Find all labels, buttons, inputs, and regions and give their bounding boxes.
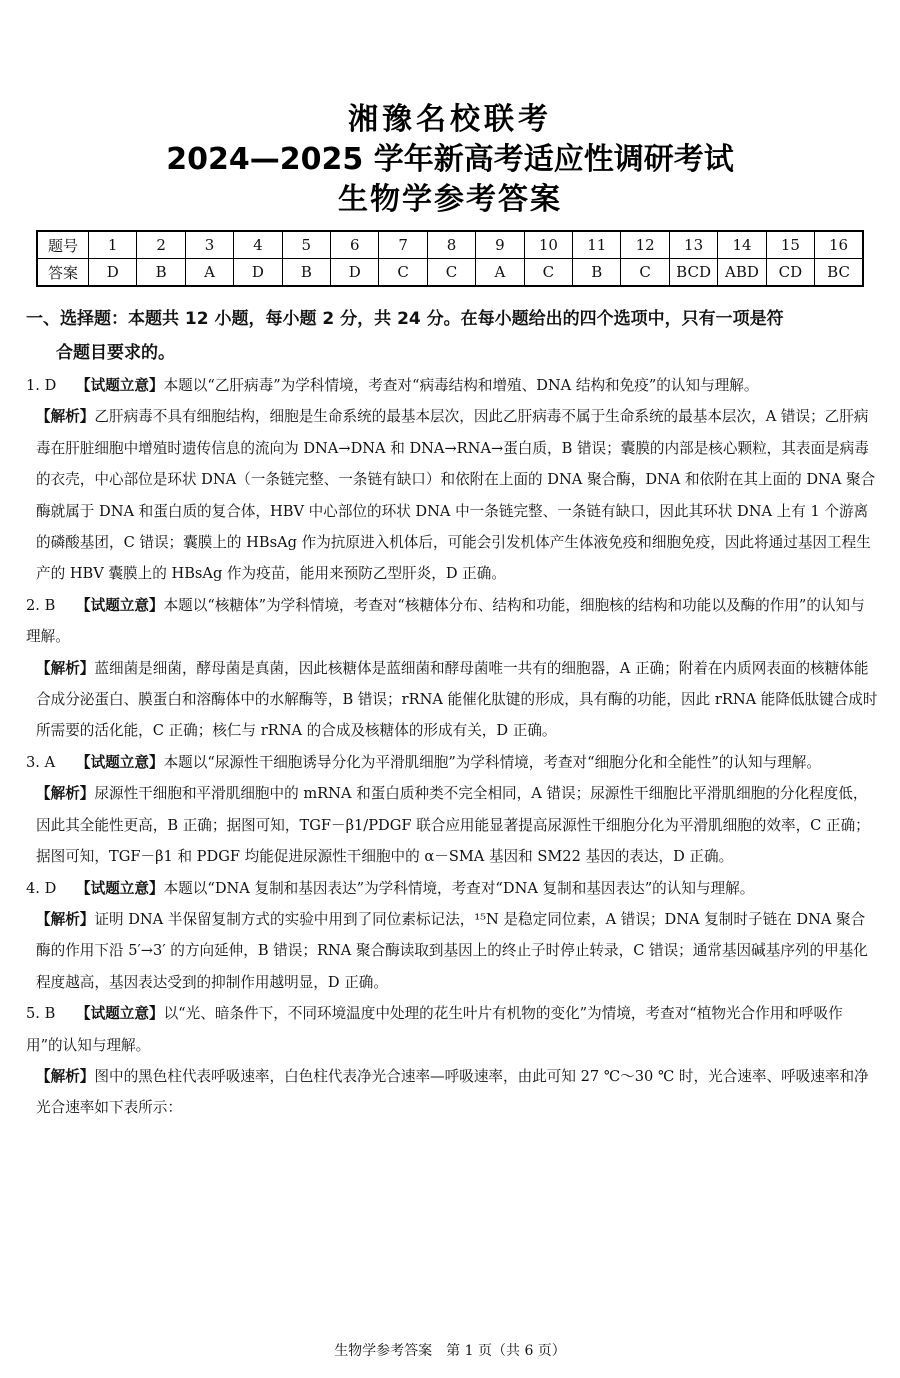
question-1-intent <box>26 370 878 401</box>
question-number-row <box>37 231 863 259</box>
table-cell: 9 <box>476 231 524 259</box>
question-number: 4. D <box>26 879 57 897</box>
table-cell: A <box>185 259 233 287</box>
row-label-answer: 答案 <box>37 259 89 287</box>
intent-text: 本题以“DNA 复制和基因表达”为学科情境，考查对“DNA 复制和基因表达”的认知与理解。 <box>163 879 755 897</box>
intent-label: 【试题立意】 <box>76 377 164 394</box>
table-cell: 1 <box>89 231 137 259</box>
question-5-analysis <box>26 1061 878 1124</box>
table-cell: 12 <box>621 231 669 259</box>
table-cell: ABD <box>718 259 766 287</box>
table-cell: 14 <box>718 231 766 259</box>
analysis-text: 尿源性干细胞和平滑肌细胞中的 mRNA 和蛋白质种类不完全相同，A 错误；尿源性干细胞比平滑肌细胞的分化程度低，因此其全能性更高，B 正确；据图可知，TGF－β1/PDGF 联合应用能显著提高尿源性干细胞分化为平滑肌细胞的效率，C 正确；据图可知，TGF－β1 和 PDGF 均能促进尿源性干细胞中的 α－SMA 基因和 SM22 基因的表达，D 正确。 <box>36 785 870 866</box>
question-number: 5. B <box>26 1005 56 1023</box>
answer-table <box>36 230 864 287</box>
analysis-label: 【解析】 <box>36 785 95 803</box>
analysis-text: 蓝细菌是细菌，酵母菌是真菌，因此核糖体是蓝细菌和酵母菌唯一共有的细胞器，A 正确；附着在内质网表面的核糖体能合成分泌蛋白、膜蛋白和溶酶体中的水解酶等，B 错误；rRNA 能催化肽键的形成，具有酶的功能，因此 rRNA 能降低肽键合成时所需要的活化能，C 正确；核仁与 rRNA 的合成及核糖体的形成有关，D 正确。 <box>36 659 878 740</box>
section-heading-line-2: 合题目要求的。 <box>56 343 175 363</box>
question-5-intent <box>26 998 878 1061</box>
table-cell: 15 <box>766 231 814 259</box>
analysis-label: 【解析】 <box>36 659 95 677</box>
analysis-label: 【解析】 <box>36 910 95 928</box>
question-4-intent <box>26 873 878 904</box>
table-cell: 13 <box>669 231 717 259</box>
intent-label: 【试题立意】 <box>76 1005 164 1023</box>
table-cell: 7 <box>379 231 427 259</box>
table-cell: B <box>137 259 185 287</box>
table-cell: 3 <box>185 231 233 259</box>
table-cell: BCD <box>669 259 717 287</box>
question-2-intent <box>26 590 878 653</box>
question-2-analysis <box>26 653 878 747</box>
analysis-text: 证明 DNA 半保留复制方式的实验中用到了同位素标记法，¹⁵N 是稳定同位素，A 错误；DNA 复制时子链在 DNA 聚合酶的作用下沿 5′→3′ 的方向延伸，B 错误；RNA 聚合酶读取到基因上的终止子时停止转录，C 错误；通常基因碱基序列的甲基化程度越高，基因表达受到的抑制作用越明显，D 正确。 <box>36 910 868 991</box>
table-cell: B <box>282 259 330 287</box>
table-cell: 6 <box>331 231 379 259</box>
intent-label: 【试题立意】 <box>76 753 164 771</box>
answer-row <box>37 259 863 287</box>
table-cell: BC <box>815 259 863 287</box>
table-cell: C <box>379 259 427 287</box>
question-3-analysis <box>26 778 878 872</box>
analysis-text: 图中的黑色柱代表呼吸速率，白色柱代表净光合速率—呼吸速率，由此可知 27 ℃～30 ℃ 时，光合速率、呼吸速率和净光合速率如下表所示： <box>36 1067 869 1117</box>
analysis-label: 【解析】 <box>36 408 95 426</box>
table-cell: 16 <box>815 231 863 259</box>
table-cell: 8 <box>427 231 475 259</box>
table-cell: D <box>234 259 282 287</box>
table-cell: C <box>524 259 572 287</box>
question-number: 3. A <box>26 753 56 771</box>
table-cell: 10 <box>524 231 572 259</box>
table-cell: D <box>89 259 137 287</box>
table-cell: A <box>476 259 524 287</box>
table-cell: C <box>621 259 669 287</box>
section-heading <box>26 302 878 370</box>
analysis-label: 【解析】 <box>36 1067 95 1085</box>
intent-text: 本题以“尿源性干细胞诱导分化为平滑肌细胞”为学科情境，考查对“细胞分化和全能性”的认知与理解。 <box>163 753 821 771</box>
table-cell: CD <box>766 259 814 287</box>
intent-label: 【试题立意】 <box>76 879 164 897</box>
question-number: 2. B <box>26 596 56 614</box>
answer-content <box>26 302 878 1124</box>
table-cell: C <box>427 259 475 287</box>
intent-text: 以“光、暗条件下，不同环境温度中处理的花生叶片有机物的变化”为情境，考查对“植物光合作用和呼吸作用”的认知与理解。 <box>26 1005 843 1054</box>
table-cell: 11 <box>573 231 621 259</box>
title-line-3: 生物学参考答案 <box>338 182 562 217</box>
table-cell: 2 <box>137 231 185 259</box>
table-cell: 4 <box>234 231 282 259</box>
question-1-analysis <box>26 401 878 589</box>
question-number: 1. D <box>26 377 57 394</box>
section-heading-line-1: 一、选择题：本题共 12 小题，每小题 2 分，共 24 分。在每小题给出的四个选项中，只有一项是符 <box>26 309 784 329</box>
analysis-text: 乙肝病毒不具有细胞结构，细胞是生命系统的最基本层次，因此乙肝病毒不属于生命系统的最基本层次，A 错误；乙肝病毒在肝脏细胞中增殖时遗传信息的流向为 DNA→DNA 和 DNA→RNA→蛋白质，B 错误；囊膜的内部是核心颗粒，其表面是病毒的衣壳，中心部位是环状 DNA（一条链完整、一条链有缺口）和依附在上面的 DNA 聚合酶，DNA 和依附在其上面的 DNA 聚合酶就属于 DNA 和蛋白质的复合体，HBV 中心部位的环状 DNA 中一条链完整、一条链有缺口，因此其环状 DNA 上有 1 个游离的磷酸基团，C 错误；囊膜上的 HBsAg 作为抗原进入机体后，可能会引发机体产生体液免疫和细胞免疫，因此将通过基因工程生产的 HBV 囊膜上的 HBsAg 作为疫苗，能用来预防乙型肝炎，D 正确。 <box>36 408 876 583</box>
table-cell: B <box>573 259 621 287</box>
title-line-2: 2024—2025 学年新高考适应性调研考试 <box>166 142 734 177</box>
question-4-analysis <box>26 904 878 998</box>
intent-text: 本题以“核糖体”为学科情境，考查对“核糖体分布、结构和功能，细胞核的结构和功能以及酶的作用”的认知与理解。 <box>26 596 865 646</box>
question-3-intent <box>26 747 878 778</box>
page-footer: 生物学参考答案 第 1 页（共 6 页） <box>334 1343 566 1359</box>
row-label-number: 题号 <box>37 231 89 259</box>
title-line-1: 湘豫名校联考 <box>348 102 552 137</box>
table-cell: 5 <box>282 231 330 259</box>
intent-text: 本题以“乙肝病毒”为学科情境，考查对“病毒结构和增殖、DNA 结构和免疫”的认知与理解。 <box>163 377 759 394</box>
intent-label: 【试题立意】 <box>76 596 164 614</box>
table-cell: D <box>331 259 379 287</box>
